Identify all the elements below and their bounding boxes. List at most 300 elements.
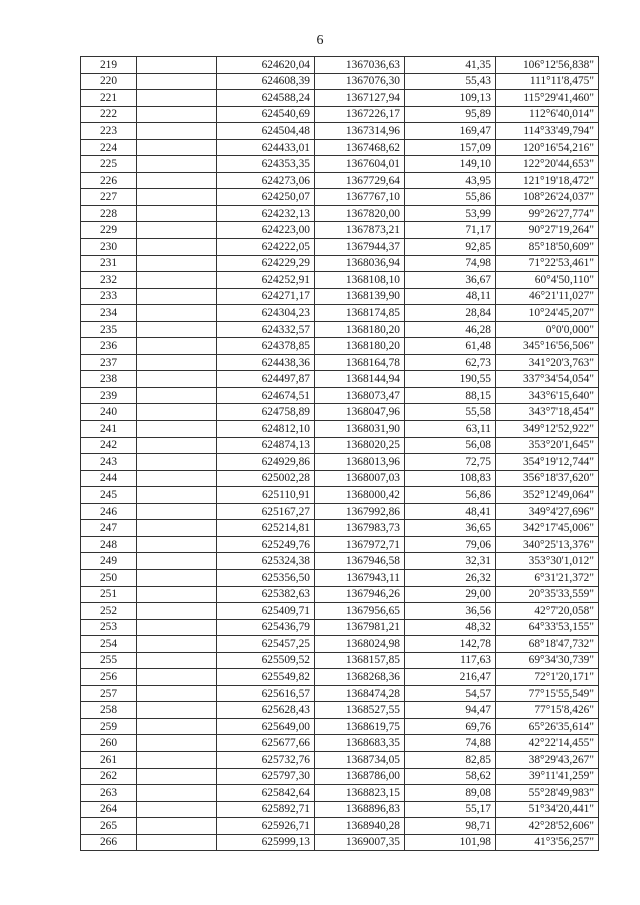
distance-cell: 109,13 (405, 90, 496, 107)
table-row (81, 239, 599, 256)
y-coordinate-cell: 1367820,00 (315, 205, 405, 222)
bearing-cell: 115°29'41,460" (496, 90, 599, 107)
point-number-cell: 245 (81, 487, 137, 504)
x-coordinate-cell: 625356,50 (217, 569, 315, 586)
empty-cell (137, 520, 217, 537)
distance-cell: 55,43 (405, 73, 496, 90)
bearing-cell: 343°6'15,640" (496, 387, 599, 404)
point-number-cell: 241 (81, 421, 137, 438)
distance-cell: 108,83 (405, 470, 496, 487)
table-row (81, 90, 599, 107)
x-coordinate-cell: 625892,71 (217, 801, 315, 818)
x-coordinate-cell: 625457,25 (217, 636, 315, 653)
bearing-cell: 353°30'1,012" (496, 553, 599, 570)
x-coordinate-cell: 624608,39 (217, 73, 315, 90)
bearing-cell: 42°28'52,606" (496, 818, 599, 835)
distance-cell: 48,41 (405, 503, 496, 520)
table-row (81, 189, 599, 206)
empty-cell (137, 652, 217, 669)
point-number-cell: 238 (81, 371, 137, 388)
bearing-cell: 114°33'49,794" (496, 123, 599, 140)
bearing-cell: 106°12'56,838" (496, 57, 599, 74)
table-row (81, 421, 599, 438)
empty-cell (137, 470, 217, 487)
y-coordinate-cell: 1368031,90 (315, 421, 405, 438)
empty-cell (137, 272, 217, 289)
point-number-cell: 224 (81, 139, 137, 156)
y-coordinate-cell: 1367983,73 (315, 520, 405, 537)
distance-cell: 48,11 (405, 288, 496, 305)
table-row (81, 785, 599, 802)
bearing-cell: 6°31'21,372" (496, 569, 599, 586)
point-number-cell: 255 (81, 652, 137, 669)
empty-cell (137, 685, 217, 702)
y-coordinate-cell: 1368734,05 (315, 751, 405, 768)
bearing-cell: 353°20'1,645" (496, 437, 599, 454)
y-coordinate-cell: 1367036,63 (315, 57, 405, 74)
y-coordinate-cell: 1368786,00 (315, 768, 405, 785)
bearing-cell: 77°15'55,549" (496, 685, 599, 702)
distance-cell: 169,47 (405, 123, 496, 140)
point-number-cell: 254 (81, 636, 137, 653)
distance-cell: 98,71 (405, 818, 496, 835)
x-coordinate-cell: 625436,79 (217, 619, 315, 636)
empty-cell (137, 785, 217, 802)
bearing-cell: 121°19'18,472" (496, 172, 599, 189)
point-number-cell: 257 (81, 685, 137, 702)
y-coordinate-cell: 1368108,10 (315, 272, 405, 289)
table-row (81, 603, 599, 620)
y-coordinate-cell: 1368619,75 (315, 718, 405, 735)
y-coordinate-cell: 1368527,55 (315, 702, 405, 719)
x-coordinate-cell: 624229,29 (217, 255, 315, 272)
distance-cell: 89,08 (405, 785, 496, 802)
distance-cell: 216,47 (405, 669, 496, 686)
table-row (81, 288, 599, 305)
coordinates-table (80, 56, 599, 851)
y-coordinate-cell: 1368157,85 (315, 652, 405, 669)
table-row (81, 354, 599, 371)
empty-cell (137, 371, 217, 388)
y-coordinate-cell: 1367873,21 (315, 222, 405, 239)
bearing-cell: 69°34'30,739" (496, 652, 599, 669)
table-row (81, 636, 599, 653)
x-coordinate-cell: 625002,28 (217, 470, 315, 487)
table-row (81, 702, 599, 719)
distance-cell: 36,67 (405, 272, 496, 289)
y-coordinate-cell: 1368474,28 (315, 685, 405, 702)
distance-cell: 26,32 (405, 569, 496, 586)
x-coordinate-cell: 625628,43 (217, 702, 315, 719)
bearing-cell: 42°22'14,455" (496, 735, 599, 752)
empty-cell (137, 387, 217, 404)
bearing-cell: 55°28'49,983" (496, 785, 599, 802)
bearing-cell: 354°19'12,744" (496, 454, 599, 471)
bearing-cell: 51°34'20,441" (496, 801, 599, 818)
point-number-cell: 235 (81, 321, 137, 338)
distance-cell: 149,10 (405, 156, 496, 173)
x-coordinate-cell: 625382,63 (217, 586, 315, 603)
bearing-cell: 352°12'49,064" (496, 487, 599, 504)
empty-cell (137, 834, 217, 851)
table-row (81, 73, 599, 90)
y-coordinate-cell: 1367127,94 (315, 90, 405, 107)
y-coordinate-cell: 1367226,17 (315, 106, 405, 123)
table-row (81, 437, 599, 454)
bearing-cell: 99°26'27,774" (496, 205, 599, 222)
bearing-cell: 10°24'45,207" (496, 305, 599, 322)
y-coordinate-cell: 1368940,28 (315, 818, 405, 835)
point-number-cell: 226 (81, 172, 137, 189)
bearing-cell: 90°27'19,264" (496, 222, 599, 239)
table-row (81, 718, 599, 735)
distance-cell: 32,31 (405, 553, 496, 570)
point-number-cell: 233 (81, 288, 137, 305)
empty-cell (137, 801, 217, 818)
y-coordinate-cell: 1368036,94 (315, 255, 405, 272)
bearing-cell: 64°33'53,155" (496, 619, 599, 636)
empty-cell (137, 123, 217, 140)
distance-cell: 88,15 (405, 387, 496, 404)
x-coordinate-cell: 624250,07 (217, 189, 315, 206)
y-coordinate-cell: 1367604,01 (315, 156, 405, 173)
y-coordinate-cell: 1368268,36 (315, 669, 405, 686)
point-number-cell: 263 (81, 785, 137, 802)
point-number-cell: 259 (81, 718, 137, 735)
distance-cell: 157,09 (405, 139, 496, 156)
empty-cell (137, 239, 217, 256)
empty-cell (137, 669, 217, 686)
x-coordinate-cell: 624271,17 (217, 288, 315, 305)
table-row (81, 553, 599, 570)
empty-cell (137, 338, 217, 355)
distance-cell: 61,48 (405, 338, 496, 355)
bearing-cell: 72°1'20,171" (496, 669, 599, 686)
empty-cell (137, 404, 217, 421)
bearing-cell: 42°7'20,058" (496, 603, 599, 620)
distance-cell: 48,32 (405, 619, 496, 636)
distance-cell: 55,58 (405, 404, 496, 421)
x-coordinate-cell: 625167,27 (217, 503, 315, 520)
point-number-cell: 219 (81, 57, 137, 74)
distance-cell: 53,99 (405, 205, 496, 222)
y-coordinate-cell: 1367946,26 (315, 586, 405, 603)
distance-cell: 55,86 (405, 189, 496, 206)
coordinates-table-body (81, 57, 599, 851)
point-number-cell: 225 (81, 156, 137, 173)
y-coordinate-cell: 1367981,21 (315, 619, 405, 636)
empty-cell (137, 735, 217, 752)
distance-cell: 142,78 (405, 636, 496, 653)
table-row (81, 106, 599, 123)
bearing-cell: 20°35'33,559" (496, 586, 599, 603)
point-number-cell: 249 (81, 553, 137, 570)
y-coordinate-cell: 1369007,35 (315, 834, 405, 851)
x-coordinate-cell: 625999,13 (217, 834, 315, 851)
empty-cell (137, 553, 217, 570)
bearing-cell: 41°3'56,257" (496, 834, 599, 851)
bearing-cell: 345°16'56,506" (496, 338, 599, 355)
x-coordinate-cell: 625509,52 (217, 652, 315, 669)
page-number: 6 (316, 33, 324, 48)
x-coordinate-cell: 624438,36 (217, 354, 315, 371)
y-coordinate-cell: 1368000,42 (315, 487, 405, 504)
point-number-cell: 230 (81, 239, 137, 256)
distance-cell: 28,84 (405, 305, 496, 322)
y-coordinate-cell: 1368896,83 (315, 801, 405, 818)
x-coordinate-cell: 625926,71 (217, 818, 315, 835)
table-row (81, 454, 599, 471)
bearing-cell: 71°22'53,461" (496, 255, 599, 272)
x-coordinate-cell: 625214,81 (217, 520, 315, 537)
distance-cell: 29,00 (405, 586, 496, 603)
y-coordinate-cell: 1368144,94 (315, 371, 405, 388)
distance-cell: 46,28 (405, 321, 496, 338)
empty-cell (137, 156, 217, 173)
point-number-cell: 250 (81, 569, 137, 586)
point-number-cell: 227 (81, 189, 137, 206)
empty-cell (137, 205, 217, 222)
table-row (81, 123, 599, 140)
y-coordinate-cell: 1367468,62 (315, 139, 405, 156)
x-coordinate-cell: 624758,89 (217, 404, 315, 421)
table-row (81, 801, 599, 818)
table-row (81, 404, 599, 421)
point-number-cell: 228 (81, 205, 137, 222)
distance-cell: 101,98 (405, 834, 496, 851)
y-coordinate-cell: 1368024,98 (315, 636, 405, 653)
y-coordinate-cell: 1368683,35 (315, 735, 405, 752)
point-number-cell: 246 (81, 503, 137, 520)
y-coordinate-cell: 1368013,96 (315, 454, 405, 471)
point-number-cell: 253 (81, 619, 137, 636)
point-number-cell: 231 (81, 255, 137, 272)
empty-cell (137, 636, 217, 653)
empty-cell (137, 106, 217, 123)
point-number-cell: 240 (81, 404, 137, 421)
bearing-cell: 108°26'24,037" (496, 189, 599, 206)
empty-cell (137, 421, 217, 438)
point-number-cell: 266 (81, 834, 137, 851)
table-row (81, 305, 599, 322)
y-coordinate-cell: 1368073,47 (315, 387, 405, 404)
empty-cell (137, 288, 217, 305)
distance-cell: 82,85 (405, 751, 496, 768)
point-number-cell: 236 (81, 338, 137, 355)
x-coordinate-cell: 624332,57 (217, 321, 315, 338)
distance-cell: 95,89 (405, 106, 496, 123)
empty-cell (137, 569, 217, 586)
distance-cell: 71,17 (405, 222, 496, 239)
x-coordinate-cell: 625732,76 (217, 751, 315, 768)
x-coordinate-cell: 624497,87 (217, 371, 315, 388)
x-coordinate-cell: 625324,38 (217, 553, 315, 570)
x-coordinate-cell: 624223,00 (217, 222, 315, 239)
table-row (81, 669, 599, 686)
x-coordinate-cell: 625549,82 (217, 669, 315, 686)
table-row (81, 387, 599, 404)
table-row (81, 652, 599, 669)
bearing-cell: 38°29'43,267" (496, 751, 599, 768)
bearing-cell: 85°18'50,609" (496, 239, 599, 256)
table-row (81, 751, 599, 768)
empty-cell (137, 172, 217, 189)
point-number-cell: 258 (81, 702, 137, 719)
bearing-cell: 60°4'50,110" (496, 272, 599, 289)
empty-cell (137, 73, 217, 90)
point-number-cell: 244 (81, 470, 137, 487)
point-number-cell: 239 (81, 387, 137, 404)
empty-cell (137, 718, 217, 735)
y-coordinate-cell: 1368139,90 (315, 288, 405, 305)
y-coordinate-cell: 1368020,25 (315, 437, 405, 454)
empty-cell (137, 139, 217, 156)
point-number-cell: 248 (81, 536, 137, 553)
x-coordinate-cell: 624304,23 (217, 305, 315, 322)
x-coordinate-cell: 624674,51 (217, 387, 315, 404)
bearing-cell: 356°18'37,620" (496, 470, 599, 487)
distance-cell: 54,57 (405, 685, 496, 702)
x-coordinate-cell: 624378,85 (217, 338, 315, 355)
table-row (81, 255, 599, 272)
bearing-cell: 112°6'40,014" (496, 106, 599, 123)
point-number-cell: 223 (81, 123, 137, 140)
distance-cell: 117,63 (405, 652, 496, 669)
table-row (81, 735, 599, 752)
distance-cell: 72,75 (405, 454, 496, 471)
distance-cell: 56,08 (405, 437, 496, 454)
table-row (81, 768, 599, 785)
x-coordinate-cell: 624812,10 (217, 421, 315, 438)
table-row (81, 272, 599, 289)
table-row (81, 371, 599, 388)
empty-cell (137, 702, 217, 719)
point-number-cell: 242 (81, 437, 137, 454)
point-number-cell: 262 (81, 768, 137, 785)
y-coordinate-cell: 1367972,71 (315, 536, 405, 553)
point-number-cell: 243 (81, 454, 137, 471)
empty-cell (137, 536, 217, 553)
x-coordinate-cell: 625677,66 (217, 735, 315, 752)
empty-cell (137, 321, 217, 338)
point-number-cell: 251 (81, 586, 137, 603)
empty-cell (137, 189, 217, 206)
distance-cell: 36,56 (405, 603, 496, 620)
empty-cell (137, 305, 217, 322)
point-number-cell: 252 (81, 603, 137, 620)
table-row (81, 222, 599, 239)
distance-cell: 74,98 (405, 255, 496, 272)
x-coordinate-cell: 625842,64 (217, 785, 315, 802)
bearing-cell: 0°0'0,000" (496, 321, 599, 338)
empty-cell (137, 222, 217, 239)
x-coordinate-cell: 624232,13 (217, 205, 315, 222)
empty-cell (137, 437, 217, 454)
distance-cell: 94,47 (405, 702, 496, 719)
empty-cell (137, 487, 217, 504)
table-row (81, 569, 599, 586)
point-number-cell: 237 (81, 354, 137, 371)
table-row (81, 520, 599, 537)
point-number-cell: 265 (81, 818, 137, 835)
y-coordinate-cell: 1367944,37 (315, 239, 405, 256)
x-coordinate-cell: 625110,91 (217, 487, 315, 504)
bearing-cell: 349°12'52,922" (496, 421, 599, 438)
bearing-cell: 122°20'44,653" (496, 156, 599, 173)
y-coordinate-cell: 1367943,11 (315, 569, 405, 586)
bearing-cell: 341°20'3,763" (496, 354, 599, 371)
distance-cell: 36,65 (405, 520, 496, 537)
empty-cell (137, 503, 217, 520)
table-row (81, 487, 599, 504)
empty-cell (137, 354, 217, 371)
empty-cell (137, 818, 217, 835)
distance-cell: 43,95 (405, 172, 496, 189)
empty-cell (137, 255, 217, 272)
x-coordinate-cell: 624504,48 (217, 123, 315, 140)
empty-cell (137, 586, 217, 603)
y-coordinate-cell: 1368164,78 (315, 354, 405, 371)
table-row (81, 503, 599, 520)
x-coordinate-cell: 624222,05 (217, 239, 315, 256)
distance-cell: 58,62 (405, 768, 496, 785)
bearing-cell: 68°18'47,732" (496, 636, 599, 653)
x-coordinate-cell: 624929,86 (217, 454, 315, 471)
table-row (81, 834, 599, 851)
bearing-cell: 340°25'13,376" (496, 536, 599, 553)
bearing-cell: 46°21'11,027" (496, 288, 599, 305)
distance-cell: 62,73 (405, 354, 496, 371)
x-coordinate-cell: 625249,76 (217, 536, 315, 553)
bearing-cell: 343°7'18,454" (496, 404, 599, 421)
table-row (81, 536, 599, 553)
bearing-cell: 39°11'41,259" (496, 768, 599, 785)
y-coordinate-cell: 1367076,30 (315, 73, 405, 90)
x-coordinate-cell: 625649,00 (217, 718, 315, 735)
bearing-cell: 111°11'8,475" (496, 73, 599, 90)
empty-cell (137, 751, 217, 768)
point-number-cell: 247 (81, 520, 137, 537)
table-row (81, 321, 599, 338)
x-coordinate-cell: 625797,30 (217, 768, 315, 785)
x-coordinate-cell: 624540,69 (217, 106, 315, 123)
x-coordinate-cell: 625409,71 (217, 603, 315, 620)
bearing-cell: 349°4'27,696" (496, 503, 599, 520)
table-row (81, 139, 599, 156)
y-coordinate-cell: 1367946,58 (315, 553, 405, 570)
empty-cell (137, 90, 217, 107)
x-coordinate-cell: 624273,06 (217, 172, 315, 189)
point-number-cell: 220 (81, 73, 137, 90)
point-number-cell: 232 (81, 272, 137, 289)
y-coordinate-cell: 1368180,20 (315, 338, 405, 355)
x-coordinate-cell: 624252,91 (217, 272, 315, 289)
distance-cell: 92,85 (405, 239, 496, 256)
point-number-cell: 260 (81, 735, 137, 752)
distance-cell: 79,06 (405, 536, 496, 553)
empty-cell (137, 619, 217, 636)
bearing-cell: 120°16'54,216" (496, 139, 599, 156)
x-coordinate-cell: 624353,35 (217, 156, 315, 173)
table-row (81, 818, 599, 835)
point-number-cell: 261 (81, 751, 137, 768)
distance-cell: 74,88 (405, 735, 496, 752)
x-coordinate-cell: 624588,24 (217, 90, 315, 107)
table-row (81, 172, 599, 189)
empty-cell (137, 57, 217, 74)
y-coordinate-cell: 1368174,85 (315, 305, 405, 322)
point-number-cell: 256 (81, 669, 137, 686)
